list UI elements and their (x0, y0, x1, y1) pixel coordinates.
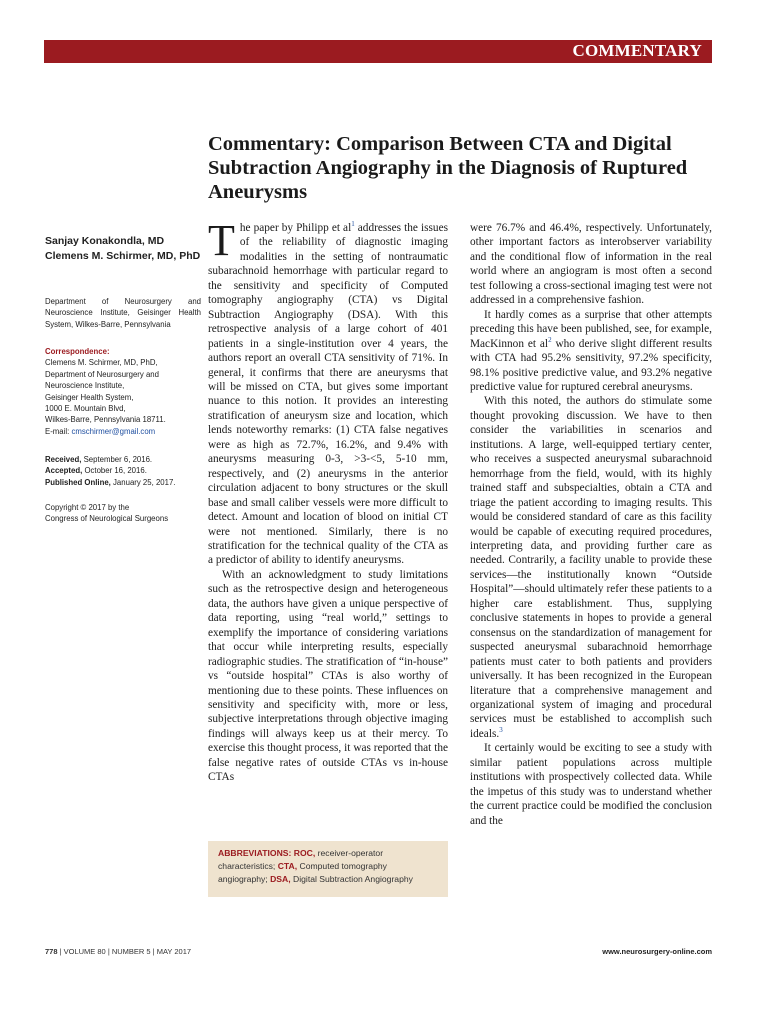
paragraph-text: With this noted, the authors do stimulate some thought provoking discussion. We have to then consider the variabilities in scenarios and institutions. A large, well-equipped tertiary center, who receives a suspected aneurysmal subarachnoid hemorrhage from the field, would, with its highly trained staff and subspecialties, obtain a CTA and triage the patient according to imaging results. This would be considered standard of care as this facility would be capable of executing required procedures, interpreting data, and providing further care as needed. Contrarily, a facility unable to provide these services—the institutionally known “Outside Hospital”—should ultimately refer these patients to a higher care establishment. Thus, supplying conclusive statements in hopes to provide a general consensus on the standardization of management for suspected aneurysmal subarachnoid hemorrhage patients must cater to both patients and providers universally. It has been recognized in the European literature that a comprehensive management and organizational system of imaging and procedural services must be established to accomplish such ideals. (470, 395, 712, 740)
paragraph-text: he paper by Philipp et al (239, 222, 352, 234)
paragraph (470, 394, 712, 741)
issue-info: | VOLUME 80 | NUMBER 5 | MAY 2017 (57, 947, 192, 956)
copyright-line: Congress of Neurological Surgeons (45, 514, 169, 524)
paragraph (470, 308, 712, 395)
published-label: Published Online, (45, 477, 111, 487)
page-footer-left (45, 947, 191, 956)
correspondence-line: 1000 E. Mountain Blvd, (45, 404, 126, 414)
received-date: September 6, 2016. (83, 455, 153, 464)
author-name: Sanjay Konakondla, MD (45, 235, 165, 247)
paragraph: With an acknowledgment to study limitations such as the retrospective design and heterogeneous data, the authors have given a unique perspective of data reporting, using “real world,” settings to exemplify the importance of considering variations that occur while interpreting results, especially radiographic studies. The stratification of “in-house” vs “outside hospital” CTAs is also worthy of mentioning due to these points. These influences on sensitivity and specificity with, more or less, subjective interpretations through objective imaging findings will always keep us at their mercy. To exercise this thought process, it was reported that the false negative rates of outside CTAs vs in-house CTAs (208, 568, 448, 784)
paragraph-text: addresses the issues of the reliability of diagnostic imaging modalities in the setting of nontraumatic subarachnoid hemorrhage with particular regard to the sensitivity and specificity of Computed tomography angiography (CTA) vs Digital Subtraction Angiography (DSA). With this retrospective analysis of a large cohort of 401 patients in a single-institution over 4 years, the authors report an overall CTA sensitivity of 71%. In general, it confirms that there are aneurysms that will be missed on CTA, but gives some important nuance to this notion. It provides an interesting stratification of aneurysm size and location, which lends noteworthy remarks: (1) CTA false negatives were as high as 72.7%, 16.2%, and 9.4% with aneurysms measuring 0-3, >3-<5, 5-10 mm, respectively, and (2) aneurysms in the anterior circulation adjacent to bony structures or the skull base and small caliber vessels were more difficult to detect. Amount and location of blood on initial CT were not mentioned. Similarly, there is no stratification for the technical quality of the CTA as a predictor of ability to identify aneurysms. (208, 222, 448, 567)
reference-link[interactable]: 2 (548, 335, 552, 344)
correspondence-line: Geisinger Health System, (45, 392, 134, 402)
abbreviations-label: ABBREVIATIONS: (218, 848, 292, 858)
email-link[interactable]: cmschirmer@gmail.com (71, 426, 156, 436)
abbr-term: DSA, (270, 874, 291, 884)
article-dates (45, 454, 201, 488)
author-list (45, 234, 201, 264)
correspondence-line: Wilkes-Barre, Pennsylvania 18711. (45, 415, 166, 425)
correspondence-line: Department of Neurosurgery and (45, 369, 159, 379)
reference-link[interactable]: 1 (351, 220, 355, 229)
copyright-line: Copyright © 2017 by the (45, 503, 130, 512)
published-date: January 25, 2017. (113, 477, 176, 487)
email-label: E-mail: (45, 426, 70, 436)
paragraph: It certainly would be exciting to see a study with similar patient populations across multiple institutions with prospectively collected data. While the impetus of this study was to understand whether the current practice could be modified the conclusion and the (470, 742, 712, 827)
accepted-date: October 16, 2016. (84, 466, 147, 476)
reference-link[interactable]: 3 (499, 726, 503, 735)
paragraph (208, 216, 448, 568)
copyright-notice (45, 502, 201, 525)
received-label: Received, (45, 455, 82, 464)
correspondence-line: Clemens M. Schirmer, MD, PhD, (45, 358, 158, 368)
author-affiliation: Department of Neurosurgery and Neuroscience Institute, Geisinger Health System, Wilkes-Barre, Pennsylvania (45, 297, 201, 329)
section-label: COMMENTARY (572, 41, 702, 60)
paragraph-text: It hardly comes as a surprise that other attempts preceding this have been published, see, for example, MacKinnon et al (470, 308, 712, 350)
paragraph-text: who derive slight different results with CTA had 95.2% sensitivity, 97.2% specificity, 98.1% positive predictive value, and 93.2% negative predictive value for ruptured cerebral aneurysms. (470, 337, 712, 393)
body-column-right (470, 221, 712, 828)
page-number: 778 (45, 947, 58, 956)
correspondence-line: Neuroscience Institute, (45, 381, 125, 391)
drop-cap: T (208, 216, 235, 265)
article-title: Commentary: Comparison Between CTA and Digital Subtraction Angiography in the Diagnosis of Ruptured Aneurysms (208, 133, 688, 203)
section-band (44, 40, 712, 63)
accepted-label: Accepted, (45, 466, 83, 476)
correspondence-label: Correspondence: (45, 347, 110, 356)
abbr-definition: receiver-operator characteristics; (218, 848, 384, 871)
abbr-term: ROC, (293, 848, 316, 858)
body-column-left (208, 216, 448, 785)
journal-url[interactable]: www.neurosurgery-online.com (602, 947, 712, 956)
abbreviations-box (208, 841, 448, 897)
correspondence-block (45, 346, 201, 437)
abbr-definition: Computed tomography angiography; (218, 861, 387, 884)
author-name: Clemens M. Schirmer, MD, PhD (45, 250, 201, 262)
abbr-term: CTA, (277, 861, 298, 871)
paragraph: were 76.7% and 46.4%, respectively. Unfortunately, other important factors as interobserver variability and the conditional flow of information in the real world where an angiogram is most often a second test following a cross-sectional imaging test were not addressed in a comprehensive fashion. (470, 222, 712, 307)
abbr-definition: Digital Subtraction Angiography (290, 874, 413, 884)
